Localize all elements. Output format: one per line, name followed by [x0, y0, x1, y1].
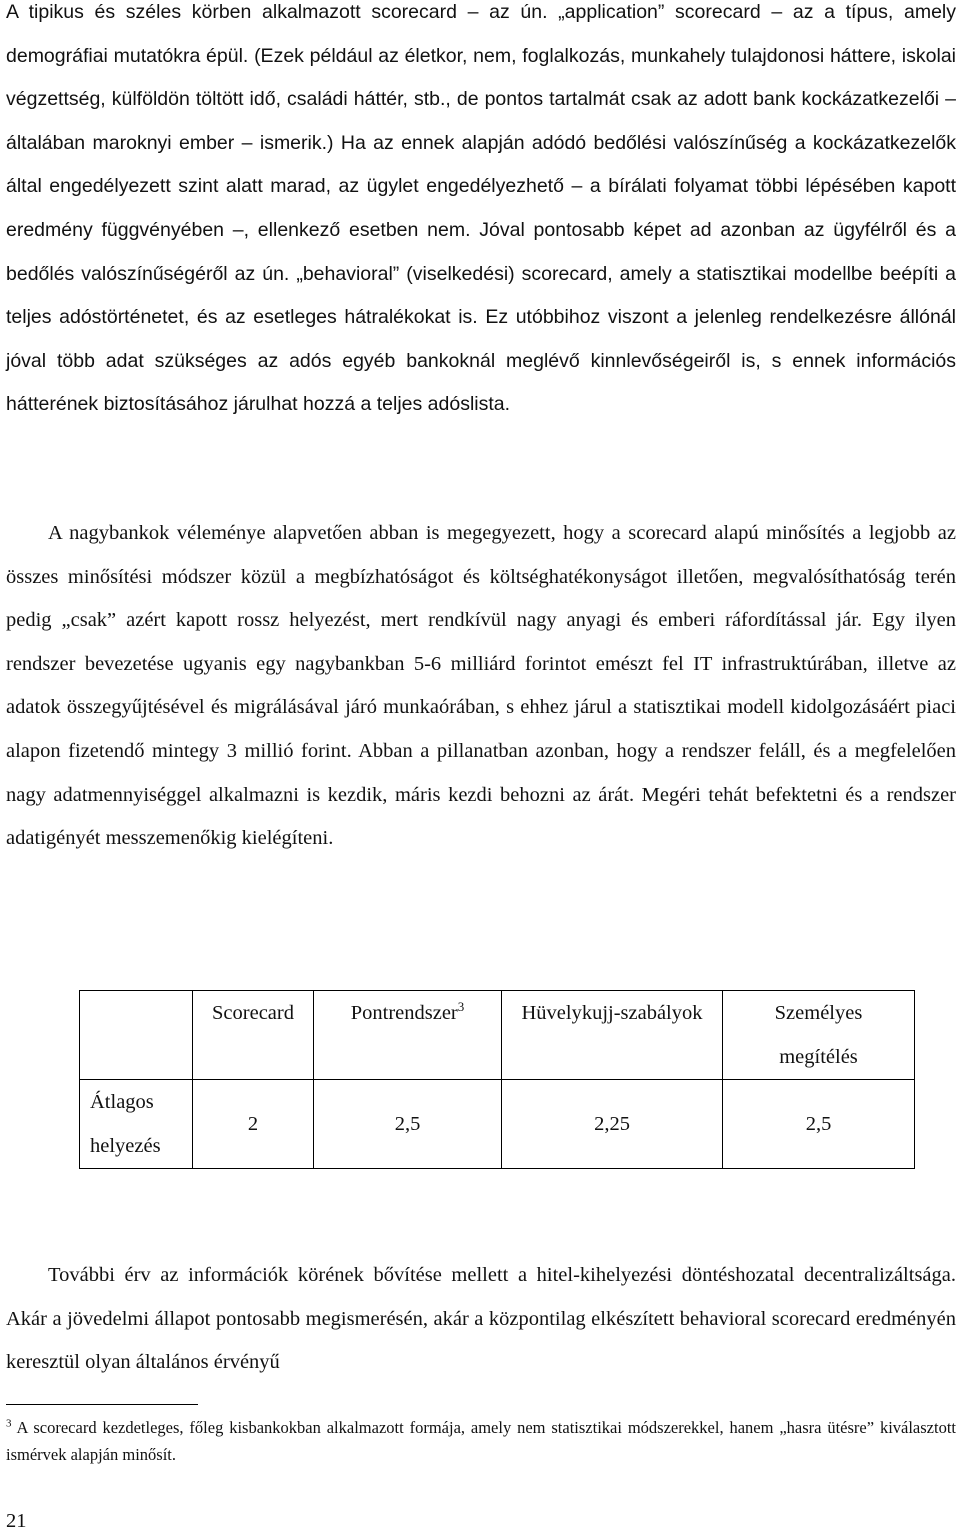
- footnote: [6, 1414, 956, 1468]
- value-scorecard: 2: [193, 1080, 314, 1169]
- header-szemelyes: Személyes megítélés: [723, 991, 915, 1080]
- header-huvelykujj: Hüvelykujj-szabályok: [502, 991, 723, 1080]
- header-pontrendszer: [314, 991, 502, 1080]
- value-huvelykujj: 2,25: [502, 1080, 723, 1169]
- header-scorecard: Scorecard: [193, 991, 314, 1080]
- footnote-text: A scorecard kezdetleges, főleg kisbankokban alkalmazott formája, amely nem statisztikai módszerekkel, hanem „hasra ütésre” kiválasztott ismérvek alapján minősít.: [6, 1418, 957, 1464]
- footnote-divider: [6, 1404, 198, 1405]
- row-label-atlagos-helyezes: Átlagos helyezés: [80, 1080, 193, 1169]
- value-pontrendszer: 2,5: [314, 1080, 502, 1169]
- footnote-ref: 3: [457, 999, 465, 1015]
- header-pontrendszer-label: Pontrendszer: [350, 1002, 458, 1024]
- footnote-number: 3: [6, 1417, 12, 1430]
- table-corner-cell: [80, 991, 193, 1080]
- paragraph-application-scorecard: A tipikus és széles körben alkalmazott scorecard – az ún. „application” scorecard – az a típus, amely demográfiai mutatókra épül. (Ezek például az életkor, nem, foglalkozás, munkahely tulajdonosi háttere, iskolai végzettség, külföldön töltött idő, családi háttér, stb., de pontos tartalmát csak az adott bank kockázatkezelői – általában maroknyi ember – ismerik.) Ha az ennek alapján adódó bedőlési valószínűség a kockázatkezelők által engedélyezett szint alatt marad, az ügylet engedélyezhető – a bírálati folyamat többi lépésében kapott eredmény függvényében –, ellenkező esetben nem. Jóval pontosabb képet ad azonban az ügyfélről és a bedőlés valószínűségéről az ún. „behavioral” (viselkedési) scorecard, amely a statisztikai modellbe beépíti a teljes adóstörténetet, és az esetleges hátralékokat is. Ez utóbbihoz viszont a jelenleg rendelkezésre állónál jóval több adat szükséges az adós egyéb bankoknál meglévő kinnlevőségeiről is, s ennek információs hátterének biztosításához járulhat hozzá a teljes adóslista.: [6, 1, 956, 416]
- paragraph-further-argument: További érv az információk körének bővítése mellett a hitel-kihelyezési döntéshozatal decentralizáltsága. Akár a jövedelmi állapot pontosabb megismerésén, akár a központilag elkészített behavioral scorecard eredményén keresztül olyan általános érvényű: [6, 1264, 956, 1374]
- method-ranking-table: [79, 990, 915, 1169]
- value-szemelyes: 2,5: [723, 1080, 915, 1169]
- table-header-row: [80, 991, 915, 1080]
- table-row: [80, 1080, 915, 1169]
- page-number: 21: [6, 1510, 27, 1532]
- paragraph-bank-opinions: A nagybankok véleménye alapvetően abban is megegyezett, hogy a scorecard alapú minősítés a legjobb az összes minősítési módszer közül a megbízhatóságot és költséghatékonyságot illetően, megvalósíthatóság terén pedig „csak” azért kapott rossz helyezést, mert rendkívül nagy anyagi és emberi ráfordítással jár. Egy ilyen rendszer bevezetése ugyanis egy nagybankban 5-6 milliárd forintot emészt fel IT infrastruktúrában, illetve az adatok összegyűjtésével és migrálásával járó munkaórában, s ehhez járul a statisztikai modell kidolgozásáért piaci alapon fizetendő mintegy 3 millió forint. Abban a pillanatban azonban, hogy a rendszer feláll, és a megfelelően nagy adatmennyiséggel alkalmazni is kezdik, máris kezdi behozni az árát. Megéri tehát befektetni és a rendszer adatigényét messzemenőkig kielégíteni.: [6, 522, 956, 850]
